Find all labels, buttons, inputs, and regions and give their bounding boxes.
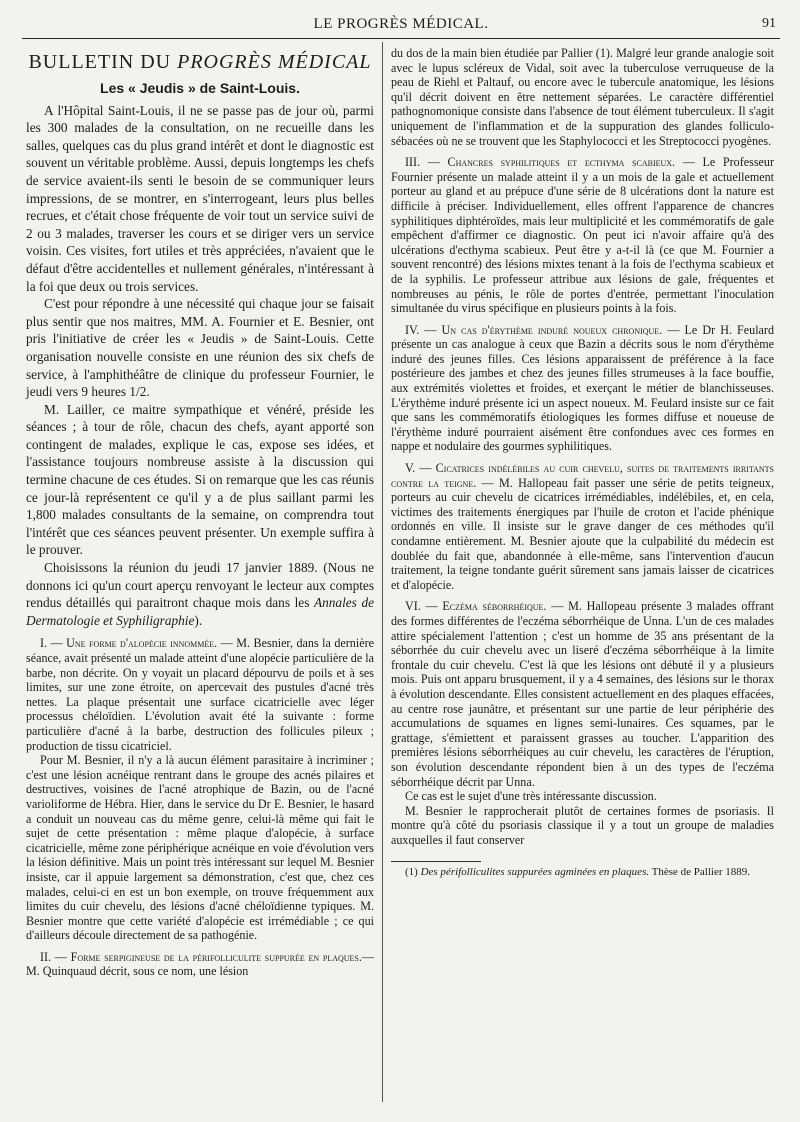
section-2-heading: II. — Forme serpigineuse de la périfolliculite suppurée en plaques. — [40, 949, 362, 964]
footnote — [391, 866, 774, 879]
journal-title: LE PROGRÈS MÉDICAL. — [313, 16, 489, 32]
section-6-body: — M. Hallopeau présente 3 malades offrant des formes différentes de l'eczéma séborrhéique de Unna. L'un de ces malades attire spécialement l'attention ; c'est un homme de 35 ans présentant de la séborrhée du cuir chevelu avec un liseré d'eczéma séborrhéique à la limite frontale du cuir chevelu. C'est là que les lésions ont débuté il y a plusieurs mois. Puis ont apparu brusquement, il y a 4 semaines, des lésions sur le thorax à évolution descendante. Elles consistent actuellement en des plaques effacées, au centre rose jaunâtre, et présentant sur une partie de leur périphérie des accumulations de squames en lignes semi-lunaires. Ces squames, par le grattage, s'émiettent et paraissent grasses au toucher. L'apparition des premières lésions séborrhéiques au cuir chevelu, les caractères de l'éruption, son évolution descendante répondent bien à un des types de l'eczéma séborrhéique décrit par Unna. — [391, 599, 774, 789]
paragraph-jeudis: C'est pour répondre à une nécessité qui chaque jour se faisait plus sentir que nos maitres, MM. A. Fournier et E. Besnier, ont pris l'initiative de créer les « Jeudis » de Saint-Louis. Cette organisation nouvelle consiste en une réunion des six chefs de service, à l'amphithéâtre de clinique du professeur Fournier, le jeudi vers 9 heures 1/2. — [26, 296, 374, 400]
header-rule — [22, 38, 780, 39]
footnote-source: Thèse de Pallier 1889. — [649, 866, 751, 879]
section-4-heading: IV. — Un cas d'érythème induré noueux chronique. — [405, 322, 663, 337]
left-column — [26, 46, 374, 979]
section-5 — [391, 461, 774, 592]
section-3-heading: III. — Chancres syphilitiques et ecthyma scabieux. — [405, 155, 676, 170]
paragraph-seances: M. Lailler, ce maitre sympathique et vénéré, préside les séances ; à tour de rôle, chacun des chefs, ayant apporté son contingent de malades, explique le cas, expose ses idées, et l'assistance toujours nombreuse assiste à la discussion qui termine chacune de ces études. Si on remarque que les cas réunis ce jour-là représentent ce qu'il y a de plus saillant parmi les 1,800 malades consultants de la semaine, on comprendra tout l'intérêt que ces séances peuvent présenter. Un exemple suffira à le prouver. — [26, 401, 374, 558]
section-4-body: — Le Dr H. Feulard présente un cas analogue à ceux que Bazin a décrits sous le nom d'érythème induré des jeunes filles. Ces lésions apparaissent de préférence à la face postérieure des jambes et chez des jeunes filles strumeuses à la face bouffie, aux extrémités violettes et froides, et exerçant le métier de blanchisseuses. L'érythème induré présente ici un aspect noueux. M. Feulard insiste sur ce fait que sans les commémoratifs étiologiques les formes diffuse et noueuse de l'érythème induré pourraient aisément être confondues avec ces formes en nappe et nodulaire des gourmes syphilitiques. — [391, 322, 774, 454]
section-4 — [391, 323, 774, 454]
paragraph-intro: A l'Hôpital Saint-Louis, il ne se passe pas de jour où, parmi les 300 malades de la consultation, on ne recueille dans les salles, quelques cas du plus grand intérêt et dont le diagnostic est souvent un véritable problème. Aussi, depuis longtemps les chefs de service avaient-ils senti le besoin de se communiquer leurs impressions, de se montrer, en s'interrogeant, leurs plus belles recrues, et c'était chose fréquente de voir tout un service suivi de 2 ou 3 malades, traverser les cours et se diriger vers un service voisin. Ces visites, fort utiles et très appréciées, n'avaient que le défaut d'être accidentelles et nullement générales, n'intéressant à la foi que deux ou trois services. — [26, 102, 374, 294]
paragraph-reunion — [26, 559, 374, 629]
section-3-body: — Le Professeur Fournier présente un malade atteint il y a un mois de la gale et actuellement porteur au gland et au prépuce d'une série de 8 ulcérations dont la nature est difficile à préciser. Individuellement, elles offrent l'apparence de chancres syphilitiques diphtéroïdes, mais leur multiplicité et les commémoratifs de gale empêchent d'affirmer ce diagnostic. On peut ici n'avoir affaire qu'à des ulcérations d'ecthyma scabieux. Peut être y a-t-il là (ce que M. Fournier a souvent rencontré) des lésions mixtes tenant à la fois de l'ecthyma scabieux et de la syphilis. Le professeur attribue aux lésions de gale, fréquentes et nombreuses au pénis, le rôle de portes d'entrée, permettant l'inoculation simultanée du virus spécifique en plusieurs points à la fois. — [391, 155, 774, 316]
section-5-body: — M. Hallopeau fait passer une série de petits teigneux, porteurs au cuir chevelu de cicatrices irrémédiables, indélébiles, et, en cela, victimes des traitements énergiques par l'huile de croton et l'acide phénique ordonnés en ville. Il insiste sur le grave danger de ces méthodes qu'il condamne entièrement. M. Besnier ajoute que la culpabilité du médecin est doublée du fait que, abandonnée à elle-même, sans l'intervention d'aucun traitement, la teigne tondante guérit sûrement sans jamais laisser de cicatrices et d'alopécie. — [391, 475, 774, 592]
footnote-number: (1) — [405, 866, 421, 879]
section-6-heading: VI. — Eczéma séborrhéique. — [405, 599, 547, 614]
bulletin-title-prefix: BULLETIN DU — [28, 51, 178, 73]
section-1-body: — M. Besnier, dans la dernière séance, avait présenté un malade atteint d'une alopécie particulière de la barbe, non décrite. On y voyait un placard dépourvu de poils et à ses limites, sur une zone étroite, on apercevait des pustules d'acné très nettes. La plaque présentait une surface cicatricielle avec léger processus chéloïdien. L'évolution avait été la suivante : forme particulière d'acné à la barbe, destruction des follicules pileux ; production de tissu cicatriciel. — [26, 636, 374, 753]
right-column — [391, 46, 774, 879]
page-number: 91 — [762, 16, 776, 31]
running-header — [22, 14, 780, 38]
bulletin-title-italic: PROGRÈS MÉDICAL — [177, 51, 372, 73]
section-3 — [391, 155, 774, 316]
section-2 — [26, 950, 374, 979]
reunion-text: Choisissons la réunion du jeudi 17 janvier 1889. (Nous ne donnons ici qu'un court aperçu renvoyant le lecteur aux comptes rendus détaillés qui paraitront chaque mois dans les — [26, 560, 374, 611]
annales-title: Annales de Dermatologie et Syphiligraphie — [26, 595, 375, 628]
reunion-end: ). — [194, 612, 203, 628]
article-subtitle: Les « Jeudis » de Saint-Louis. — [100, 80, 300, 96]
section-1 — [26, 636, 374, 753]
continuation-paragraph: du dos de la main bien étudiée par Pallier (1). Malgré leur grande analogie soit avec le lupus scléreux de Vidal, soit avec la tuberculose verruqueuse de la peau de Riehl et Paltauf, ou encore avec le tubercule anatomique, les lésions qu'il décrit doivent en être nettement séparées. Le caractère différentiel pathognomonique consiste dans l'absence de tout élément tuberculeux. Il s'agit uniquement de l'inflammation et de la suppuration des glandes folliculo-sébacées où ne se trouvent que les Staphylococci et les Streptococci pyogènes. — [391, 46, 774, 148]
section-1-paragraph-2: Pour M. Besnier, il n'y a là aucun élément parasitaire à incriminer ; c'est une lésion acnéique rentrant dans le groupe des acnés pilaires et destructives, voisines de l'acné atrophique de Bazin, ou de l'acné varioliforme de Hébra. Hier, dans le service du Dr E. Besnier, le hasard a conduit un nouveau cas du même genre, celui-là même qui fait le sujet de cette présentation : même plaque d'alopécie, à surface cicatricielle, même zone périphérique acnéique en voie d'évolution vers la lésion définitive. Mais un point très intéressant sur lequel M. Besnier insiste, car il appuie largement sa démonstration, c'est que, chez ces malades, celui-ci en est un bon exemple, on trouve fréquemment aux limites du cuir chevelu, des lésions d'acné chéloïdienne typiques. M. Besnier montre que cette variété d'alopécie est irrémédiable ; ce qui d'ailleurs découle directement de sa pathogénie. — [26, 753, 374, 943]
column-divider — [382, 42, 383, 1102]
section-6 — [391, 599, 774, 789]
footnote-rule — [391, 861, 481, 862]
bulletin-title — [26, 50, 374, 74]
footnote-title: Des périfolliculites suppurées agminées en plaques. — [420, 866, 650, 879]
section-5-heading: V. — Cicatrices indélébiles au cuir chevelu, suites de traitements irritants contre la teigne. — [391, 461, 774, 490]
section-2-body: — M. Quinquaud décrit, sous ce nom, une lésion — [26, 949, 374, 979]
section-1-heading: I. — Une forme d'alopécie innommée. — [40, 636, 218, 651]
section-6-paragraph-2: Ce cas est le sujet d'une très intéressante discussion. — [405, 789, 657, 804]
section-6-paragraph-3: M. Besnier le rapprocherait plutôt de certaines formes de psoriasis. Il montre qu'à côté du psoriasis classique il y a tout un groupe de maladies auxquelles il faut conserver — [391, 803, 774, 847]
